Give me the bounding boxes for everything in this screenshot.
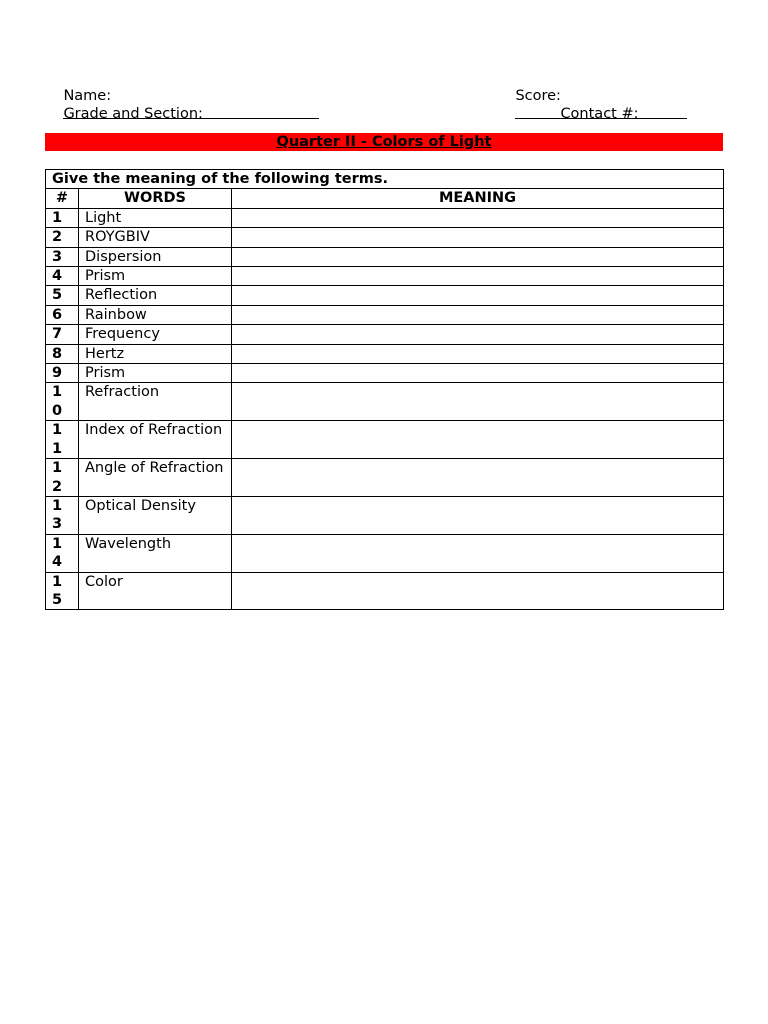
row-meaning-cell[interactable] (232, 228, 724, 247)
row-word: Angle of Refraction (79, 459, 232, 497)
row-word: Hertz (79, 344, 232, 363)
row-word: Optical Density (79, 496, 232, 534)
table-row (46, 286, 724, 305)
row-meaning-cell[interactable] (232, 344, 724, 363)
row-meaning-cell[interactable] (232, 286, 724, 305)
row-meaning-cell[interactable] (232, 247, 724, 266)
row-word: Wavelength (79, 534, 232, 572)
instruction-text: Give the meaning of the following terms. (46, 170, 724, 189)
table-row (46, 305, 724, 324)
row-meaning-cell[interactable] (232, 325, 724, 344)
row-number: 4 (46, 267, 79, 286)
row-meaning-cell[interactable] (232, 534, 724, 572)
row-number: 14 (46, 534, 79, 572)
row-number: 12 (46, 459, 79, 497)
row-word: Dispersion (79, 247, 232, 266)
table-row (46, 325, 724, 344)
terms-table (45, 169, 724, 610)
name-label: Name: (63, 88, 112, 104)
grade-label: Grade and Section: (63, 106, 203, 122)
table-row (46, 344, 724, 363)
table-row (46, 208, 724, 227)
row-meaning-cell[interactable] (232, 305, 724, 324)
row-number: 11 (46, 421, 79, 459)
table-row (46, 247, 724, 266)
row-word: Prism (79, 267, 232, 286)
row-word: Color (79, 572, 232, 610)
quarter-title: Quarter II - Colors of Light (276, 134, 492, 150)
table-row (46, 496, 724, 534)
row-number: 3 (46, 247, 79, 266)
row-number: 6 (46, 305, 79, 324)
table-row (46, 267, 724, 286)
row-word: Rainbow (79, 305, 232, 324)
column-header-meaning: MEANING (232, 189, 724, 208)
row-number: 1 (46, 208, 79, 227)
table-row (46, 421, 724, 459)
score-label: Score: (515, 88, 561, 104)
row-meaning-cell[interactable] (232, 364, 724, 383)
row-number: 10 (46, 383, 79, 421)
row-number: 9 (46, 364, 79, 383)
instruction-row (46, 170, 724, 189)
table-row (46, 383, 724, 421)
row-word: Light (79, 208, 232, 227)
row-number: 8 (46, 344, 79, 363)
column-header-words: WORDS (79, 189, 232, 208)
table-row (46, 534, 724, 572)
row-meaning-cell[interactable] (232, 267, 724, 286)
row-meaning-cell[interactable] (232, 459, 724, 497)
row-word: Index of Refraction (79, 421, 232, 459)
table-row (46, 459, 724, 497)
row-number: 15 (46, 572, 79, 610)
table-row (46, 364, 724, 383)
row-word: Refraction (79, 383, 232, 421)
row-number: 2 (46, 228, 79, 247)
column-header-number: # (46, 189, 79, 208)
header-row (46, 189, 724, 208)
row-meaning-cell[interactable] (232, 496, 724, 534)
row-word: Prism (79, 364, 232, 383)
contact-label: Contact #: (560, 106, 639, 122)
row-number: 13 (46, 496, 79, 534)
row-word: Frequency (79, 325, 232, 344)
row-meaning-cell[interactable] (232, 572, 724, 610)
row-number: 5 (46, 286, 79, 305)
table-row (46, 228, 724, 247)
table-row (46, 572, 724, 610)
row-word: Reflection (79, 286, 232, 305)
row-word: ROYGBIV (79, 228, 232, 247)
row-meaning-cell[interactable] (232, 208, 724, 227)
row-number: 7 (46, 325, 79, 344)
row-meaning-cell[interactable] (232, 383, 724, 421)
row-meaning-cell[interactable] (232, 421, 724, 459)
quarter-title-banner (45, 133, 723, 151)
